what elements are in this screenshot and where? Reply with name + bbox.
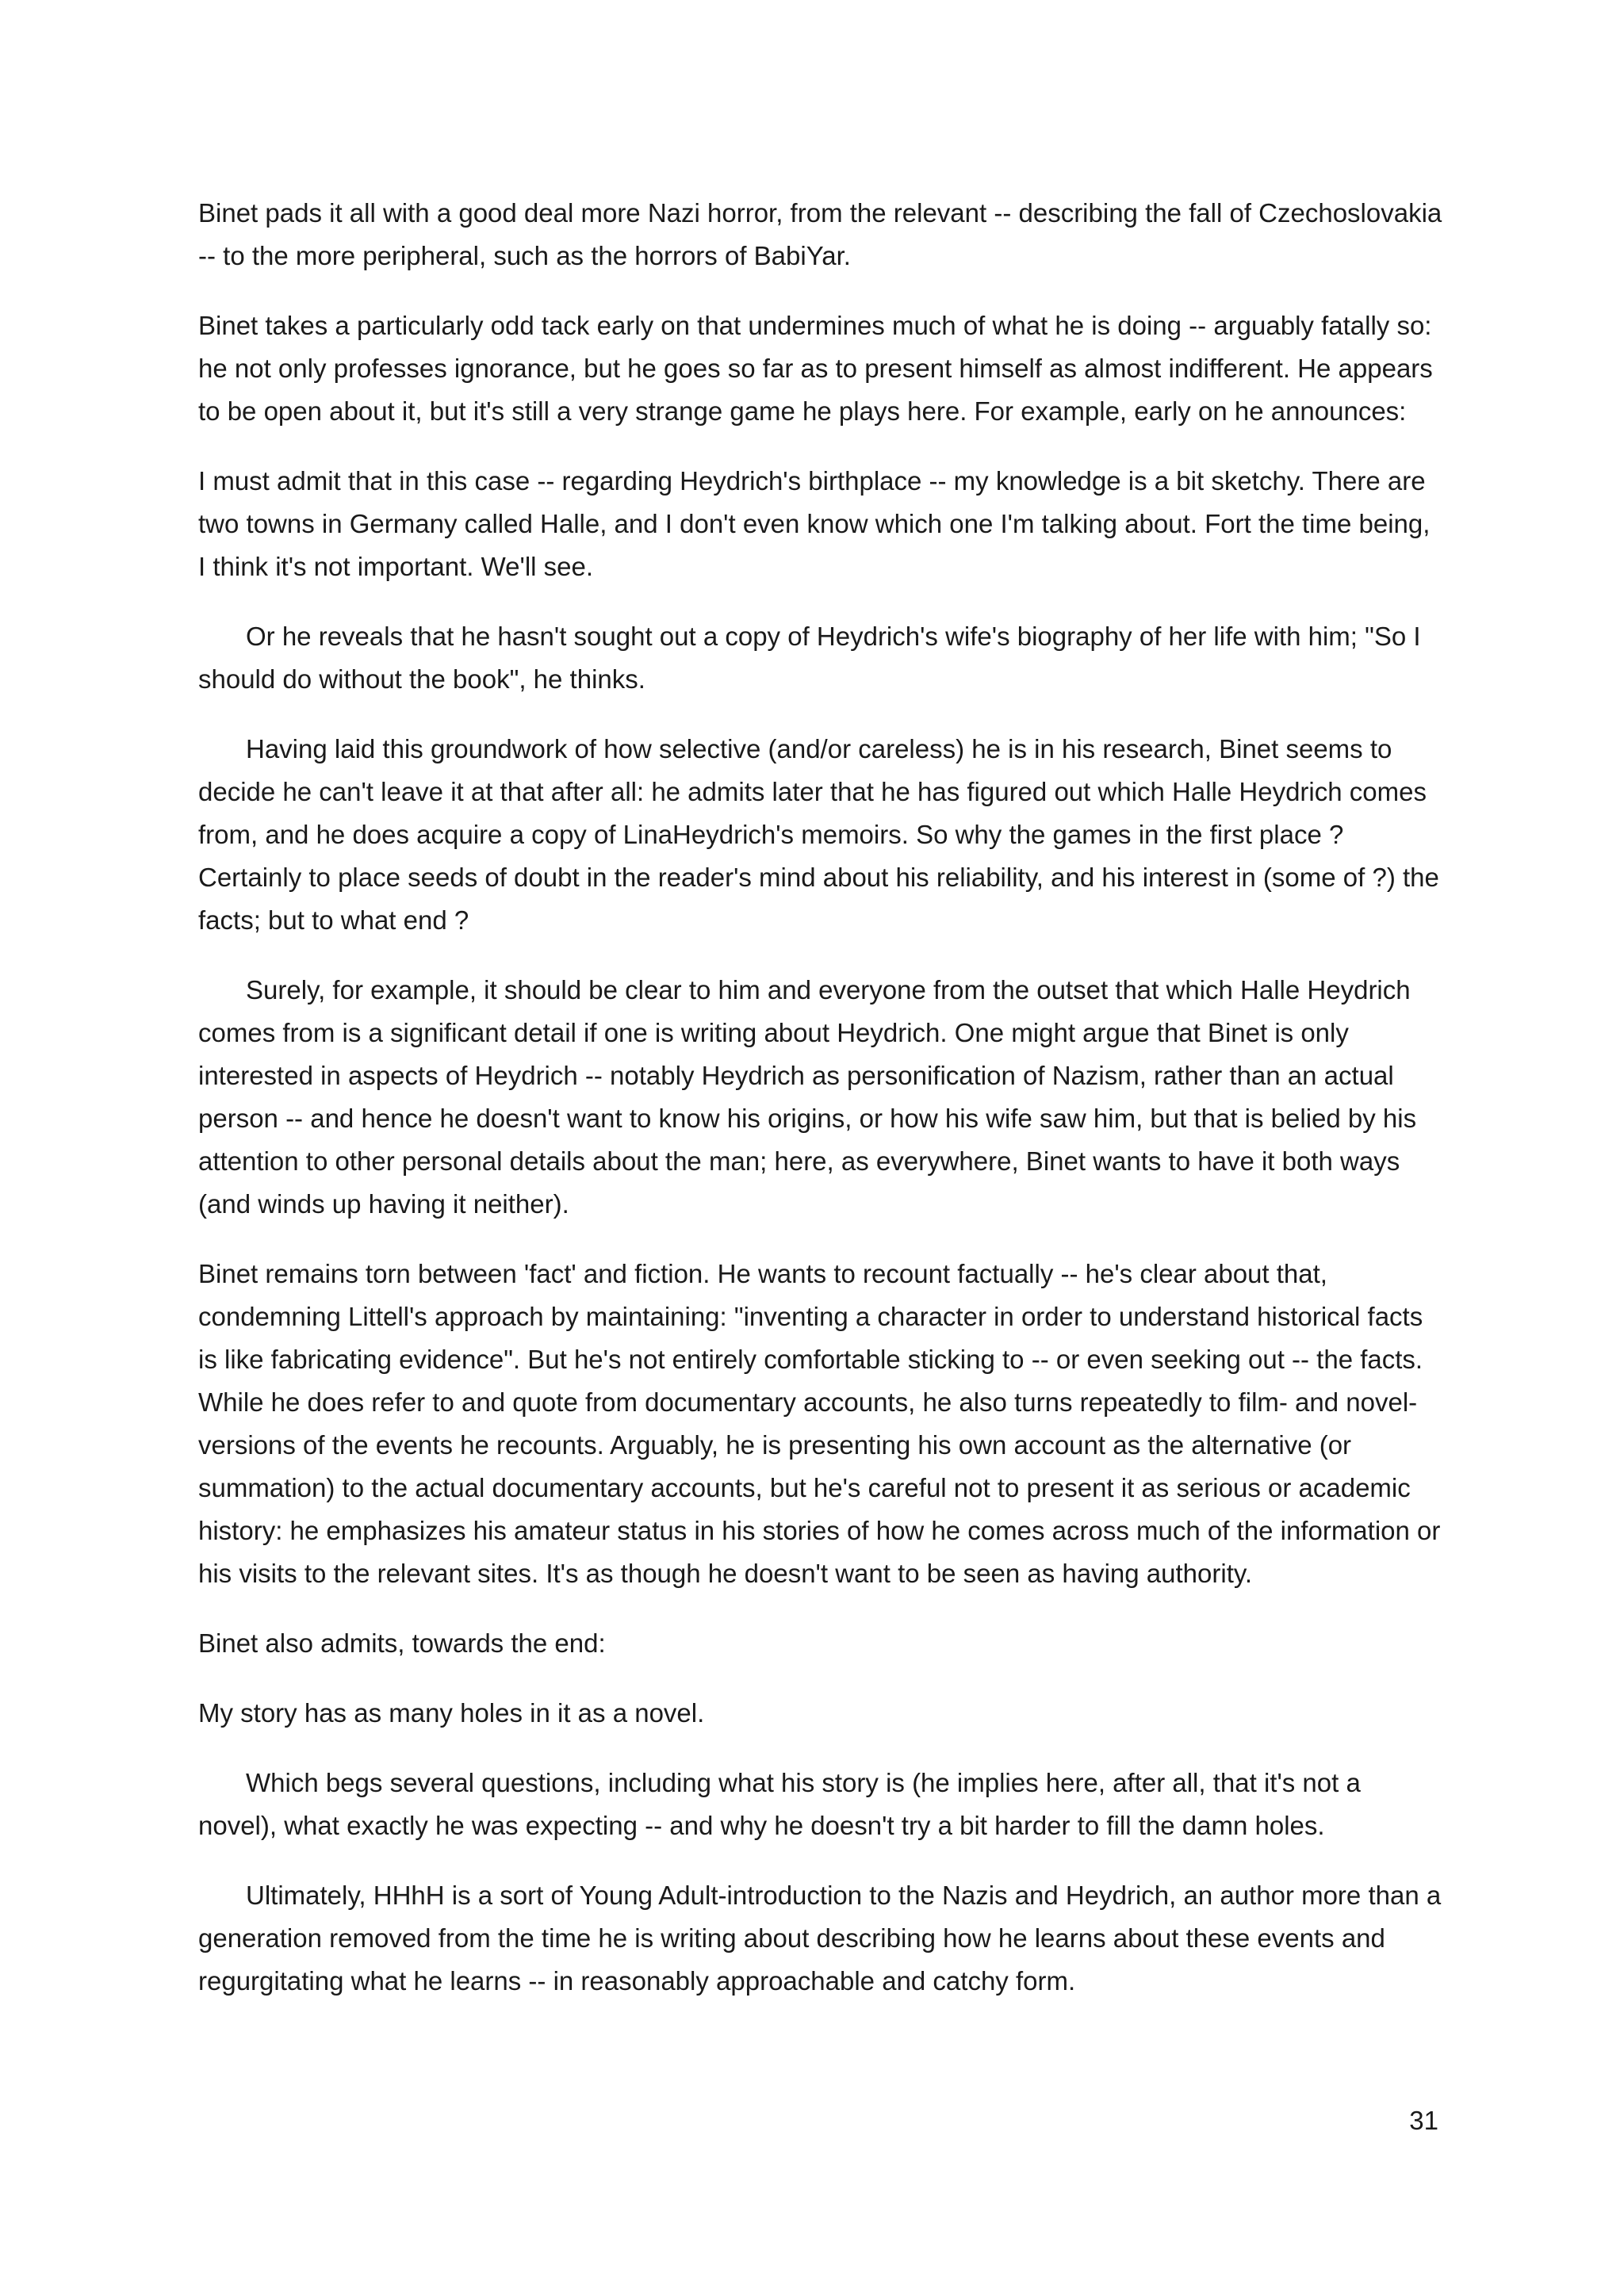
paragraph: Having laid this groundwork of how selective (and/or careless) he is in his research, Binet seems to decide he can't leave it at that after all: he admits later that he has figured out which Halle Heydrich comes from, and he does acquire a copy of LinaHeydrich's memoirs. So why the games in the first place ? Certainly to place seeds of doubt in the reader's mind about his reliability, and his interest in (some of ?) the facts; but to what end ?: [198, 734, 1439, 935]
paragraph: Which begs several questions, including what his story is (he implies here, after all, that it's not a novel), what exactly he was expecting -- and why he doesn't try a bit harder to fill the damn holes.: [198, 1768, 1361, 1840]
quoted-passage: I must admit that in this case -- regarding Heydrich's birthplace -- my knowledge is a bit sketchy. There are two towns in Germany called Halle, and I don't even know which one I'm talking about. Fort the time being, I think it's not important. We'll see.: [198, 466, 1431, 581]
paragraph: Binet pads it all with a good deal more Nazi horror, from the relevant -- describing the fall of Czechoslovakia -- to the more peripheral, such as the horrors of BabiYar.: [198, 198, 1442, 270]
paragraph: Surely, for example, it should be clear to him and everyone from the outset that which Halle Heydrich comes from is a significant detail if one is writing about Heydrich. One might argue that Binet is only interested in aspects of Heydrich -- notably Heydrich as personification of Nazism, rather than an actual person -- and hence he doesn't want to know his origins, or how his wife saw him, but that is belied by his attention to other personal details about the man; here, as everywhere, Binet wants to have it both ways (and winds up having it neither).: [198, 975, 1417, 1219]
body-text: [198, 192, 1443, 2030]
paragraph: Or he reveals that he hasn't sought out a copy of Heydrich's wife's biography of her life with him; "So I should do without the book", he thinks.: [198, 622, 1421, 694]
paragraph: Ultimately, HHhH is a sort of Young Adult-introduction to the Nazis and Heydrich, an author more than a generation removed from the time he is writing about describing how he learns about these events and regurgitating what he learns -- in reasonably approachable and catchy form.: [198, 1881, 1442, 1996]
paragraph: Binet remains torn between 'fact' and fiction. He wants to recount factually -- he's clear about that, condemning Littell's approach by maintaining: "inventing a character in order to understand historical facts is like fabricating evidence". But he's not entirely comfortable sticking to -- or even seeking out -- the facts. While he does refer to and quote from documentary accounts, he also turns repeatedly to film- and novel- versions of the events he recounts. Arguably, he is presenting his own account as the alternative (or summation) to the actual documentary accounts, but he's careful not to present it as serious or academic history: he emphasizes his amateur status in his stories of how he comes across much of the information or his visits to the relevant sites. It's as though he doesn't want to be seen as having authority.: [198, 1259, 1441, 1588]
page-number: 31: [1409, 2106, 1438, 2135]
paragraph: Binet also admits, towards the end:: [198, 1628, 606, 1658]
quoted-passage: My story has as many holes in it as a novel.: [198, 1698, 705, 1728]
paragraph: Binet takes a particularly odd tack early on that undermines much of what he is doing -- arguably fatally so: he not only professes ignorance, but he goes so far as to present himself as almost indifferent. He appears to be open about it, but it's still a very strange game he plays here. For example, early on he announces:: [198, 311, 1433, 426]
